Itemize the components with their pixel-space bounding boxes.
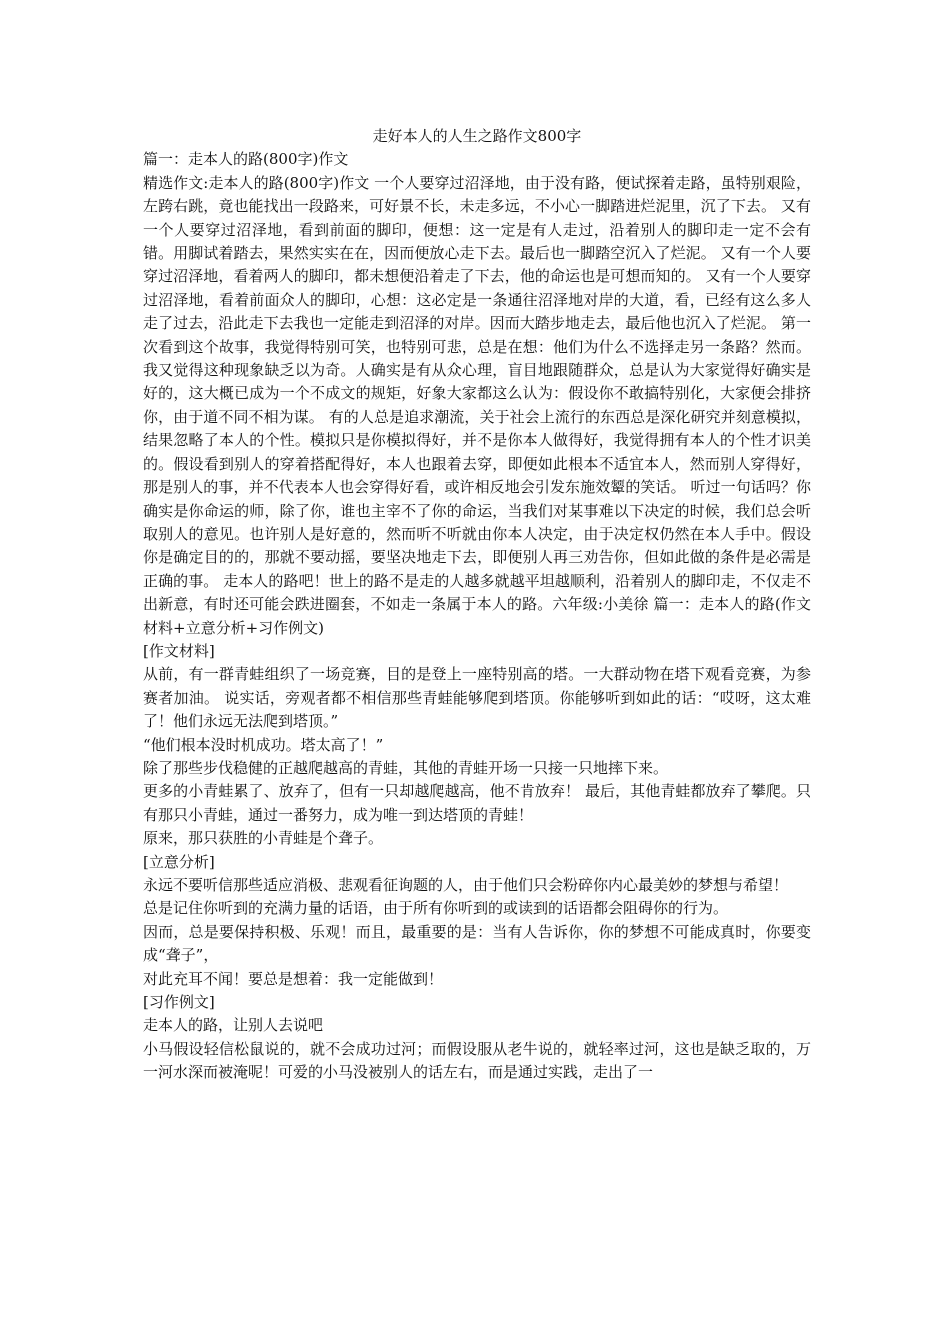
paragraph-frog-story: 从前，有一群青蛙组织了一场竞赛，目的是登上一座特别高的塔。一大群动物在塔下观看竞赛，为参赛者加油。 说实话，旁观者都不相信那些青蛙能够爬到塔顶。你能够听到如此的话：“哎呀，这太难了！他们永远无法爬到塔顶。”	[143, 665, 811, 731]
section-heading-analysis: [立意分析]	[143, 852, 215, 871]
paragraph-quote: “他们根本没时机成功。塔太高了！”	[143, 735, 384, 754]
paragraph-analysis-3: 因而，总是要保持积极、乐观！而且，最重要的是：当有人告诉你，你的梦想不可能成真时，你要变成“聋子”，	[143, 922, 811, 965]
paragraph-falling: 除了那些步伐稳健的正越爬越高的青蛙，其他的青蛙开场一只接一只地摔下来。	[143, 758, 669, 777]
paragraph-essay-body: 精选作文:走本人的路(800字)作文 一个人要穿过沼泽地，由于没有路，便试探着走路，虽特别艰险，左跨右跳，竟也能找出一段路来，可好景不长，未走多远，不小心一脚踏进烂泥里，沉了下去。 又有一个人要穿过沼泽地，看到前面的脚印，便想：这一定是有人走过，沿着别人的脚印走一定不会有错。用脚试着踏去，果然实实在在，因而便放心走下去。最后也一脚踏空沉入了烂泥。 又有一个人要穿过沼泽地，看着两人的脚印，都未想便沿着走了下去，他的命运也是可想而知的。 又有一个人要穿过沼泽地，看着前面众人的脚印，心想：这必定是一条通往沼泽地对岸的大道，看，已经有这么多人走了过去，沿此走下去我也一定能走到沼泽的对岸。因而大踏步地走去，最后他也沉入了烂泥。 第一次看到这个故事，我觉得特别可笑，也特别可悲，总是在想：他们为什么不选择走另一条路？然而。我又觉得这种现象缺乏以为奇。人确实是有从众心理，盲目地跟随群众，总是认为大家觉得好确实是好的，这大概已成为一个不成文的规矩，好象大家都这么认为：假设你不敢搞特别化，大家便会排挤你，由于道不同不相为谋。 有的人总是追求潮流，关于社会上流行的东西总是深化研究并刻意模拟，结果忽略了本人的个性。模拟只是你模拟得好，并不是你本人做得好，我觉得拥有本人的个性才识美的。假设看到别人的穿着搭配得好，本人也跟着去穿，即便如此根本不适宜本人，然而别人穿得好，那是别人的事，并不代表本人也会穿得好看，或许相反地会引发东施效颦的笑话。 听过一句话吗？你确实是你命运的师，除了你，谁也主宰不了你的命运，当我们对某事难以下决定的时候，我们总会听取别人的意见。也许别人是好意的，然而听不听就由你本人决定，由于决定权仍然在本人手中。假设你是确定目的的，那就不要动摇，要坚决地走下去，即便别人再三劝告你，但如此做的条件是必需是正确的事。 走本人的路吧！世上的路不是走的人越多就越平坦越顺利，沿着别人的脚印走，不仅走不出新意，有时还可能会跌进圈套，不如走一条属于本人的路。六年级:小美徐 篇一：走本人的路(作文材料+立意分析+习作例文)	[143, 173, 811, 637]
paragraph-analysis-4: 对此充耳不闻！要总是想着：我一定能做到！	[143, 969, 444, 988]
paragraph-subtitle: 篇一：走本人的路(800字)作文	[143, 150, 349, 169]
paragraph-deaf: 原来，那只获胜的小青蛙是个聋子。	[143, 829, 384, 848]
example-title: 走本人的路，让别人去说吧	[143, 1016, 324, 1035]
paragraph-climbing: 更多的小青蛙累了、放弃了，但有一只却越爬越高，他不肯放弃！ 最后，其他青蛙都放弃了攀爬。只有那只小青蛙，通过一番努力，成为唯一到达塔顶的青蛙！	[143, 782, 811, 824]
paragraph-analysis-1: 永远不要听信那些适应消极、悲观看征询题的人，由于他们只会粉碎你内心最美妙的梦想与希望！	[143, 876, 789, 894]
paragraph-analysis-2: 总是记住你听到的充满力量的话语，由于所有你听到的或读到的话语都会阻碍你的行为。	[143, 899, 729, 918]
paragraph-example-body: 小马假设轻信松鼠说的，就不会成功过河；而假设服从老牛说的，就轻率过河，这也是缺乏取的，万一河水深而被淹呢！可爱的小马没被别人的话左右，而是通过实践，走出了一	[143, 1039, 811, 1082]
document-page	[143, 125, 811, 1085]
section-heading-material: [作文材料]	[143, 641, 215, 660]
section-heading-example: [习作例文]	[143, 993, 215, 1012]
document-title: 走好本人的人生之路作文800字	[372, 127, 582, 145]
